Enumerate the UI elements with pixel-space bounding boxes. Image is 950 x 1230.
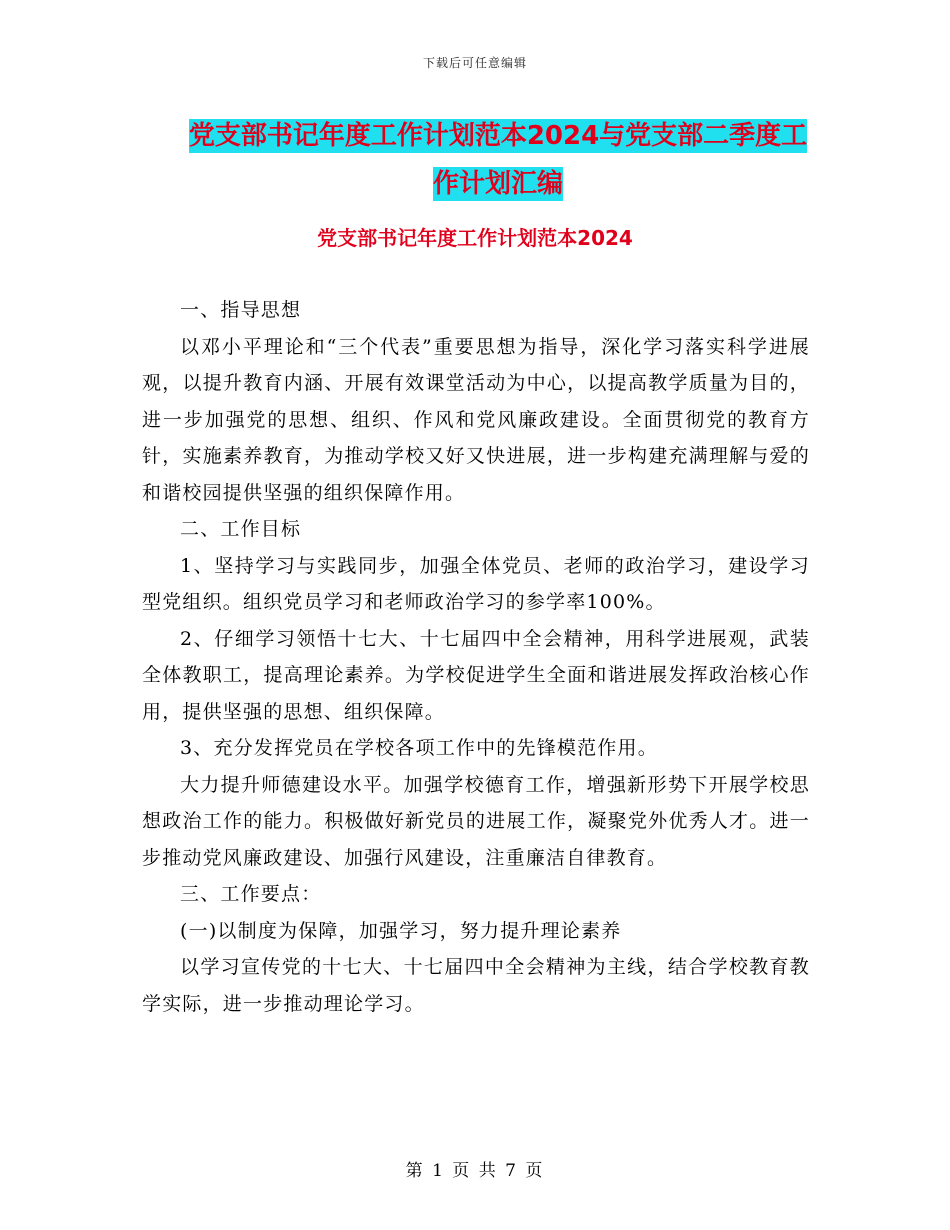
header-note: 下载后可任意编辑 [422, 56, 527, 70]
section-title: 党支部书记年度工作计划范本2024 [317, 226, 633, 250]
page-number: 第 1 页 共 7 页 [405, 1161, 545, 1181]
document-body [142, 292, 810, 1022]
paragraph-guiding-ideology: 以邓小平理论和“三个代表”重要思想为指导，深化学习落实科学进展观，以提升教育内涵、开展有效课堂活动为中心，以提高教学质量为目的，进一步加强党的思想、组织、作风和党风廉政建设。全面贯彻党的教育方针，实施素养教育，为推动学校又好又快进展，进一步构建充满理解与爱的和谐校园提供坚强的组织保障作用。 [142, 335, 810, 504]
subheading-point-1: (一)以制度为保障，加强学习，努力提升理论素养 [180, 919, 622, 942]
paragraph-goal-1: 1、坚持学习与实践同步，加强全体党员、老师的政治学习，建设学习型党组织。组织党员学习和老师政治学习的参学率100%。 [142, 554, 810, 613]
document-title-line-1: 党支部书记年度工作计划范本2024与党支部二季度工 [188, 121, 808, 151]
heading-guiding-ideology: 一、指导思想 [180, 299, 302, 321]
document-title [140, 112, 856, 208]
document-title-line-2: 作计划汇编 [432, 169, 563, 199]
paragraph-point-1: 以学习宣传党的十七大、十七届四中全会精神为主线，结合学校教育教学实际，进一步推动理论学习。 [142, 956, 810, 1015]
heading-work-points: 三、工作要点： [180, 883, 322, 905]
paragraph-goal-2: 2、仔细学习领悟十七大、十七届四中全会精神，用科学进展观，武装全体教职工，提高理论素养。为学校促进学生全面和谐进展发挥政治核心作用，提供坚强的思想、组织保障。 [142, 627, 810, 723]
paragraph-goal-3: 3、充分发挥党员在学校各项工作中的先锋模范作用。 [180, 737, 658, 759]
heading-work-goals: 二、工作目标 [180, 518, 302, 540]
paragraph-ethics: 大力提升师德建设水平。加强学校德育工作，增强新形势下开展学校思想政治工作的能力。积极做好新党员的进展工作，凝聚党外优秀人才。进一步推动党风廉政建设、加强行风建设，注重廉洁自律教育。 [142, 773, 810, 869]
